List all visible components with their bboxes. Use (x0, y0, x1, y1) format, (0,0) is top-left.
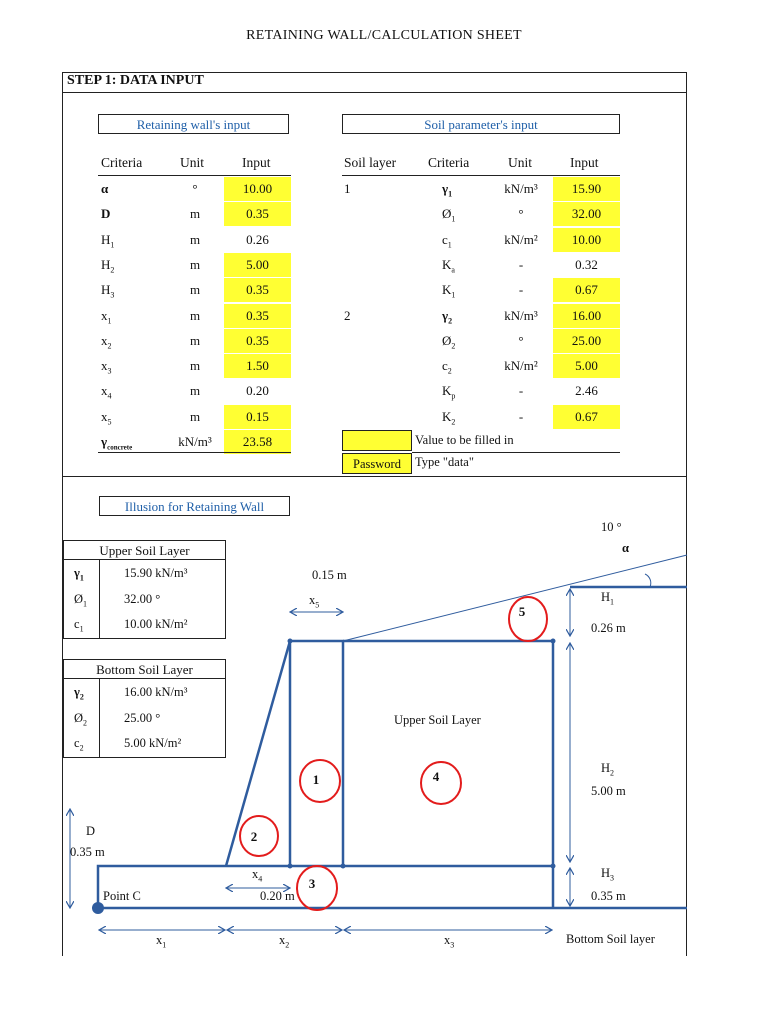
alpha-arc (645, 574, 651, 587)
wall-unit-cell: m (189, 307, 201, 323)
soil-input-cell[interactable]: 16.00 (553, 304, 620, 328)
wall-input-cell[interactable]: 0.15 (224, 405, 291, 429)
soil-criteria-cell: $c_2$ (442, 358, 452, 376)
panel-symbol: $\gamma_1$ (74, 566, 84, 583)
wall-criteria-cell: $x_1$ (101, 307, 112, 326)
soil-criteria-cell: $K_2$ (442, 408, 456, 427)
soil-criteria-cell: $\gamma_2$ (442, 307, 453, 326)
node-marker (341, 864, 346, 869)
d-label: D (86, 824, 96, 838)
soil-col-input: Input (570, 155, 599, 170)
x2-label: $x_2$ (279, 933, 290, 950)
panel-value: 25.00 ° (124, 710, 161, 725)
soil-input-cell[interactable]: 32.00 (553, 202, 620, 226)
x4-label: $x_4$ (252, 867, 263, 884)
bottom-soil-panel (63, 659, 226, 758)
soil-unit-cell: - (518, 383, 524, 399)
x4-value: 0.20 m (260, 889, 295, 903)
part-1-circle (300, 760, 340, 802)
d-value: 0.35 m (70, 845, 105, 859)
panel-value: 10.00 kN/m² (124, 617, 188, 631)
wall-input-cell[interactable]: 10.00 (224, 177, 291, 201)
x3-label: $x_3$ (444, 933, 455, 950)
part-3-circle (297, 866, 337, 910)
wall-unit-cell: m (189, 408, 201, 424)
soil-layer-cell: 1 (344, 181, 351, 196)
soil-unit-cell: - (518, 256, 524, 272)
node-marker (551, 639, 556, 644)
soil-unit-cell: kN/m³ (504, 181, 538, 196)
wall-criteria-cell: $\gamma_{concrete}$ (101, 434, 133, 452)
bottom-panel-title: Bottom Soil Layer (64, 660, 225, 679)
soil-unit-cell: kN/m² (504, 231, 538, 247)
soil-input-cell[interactable]: 10.00 (553, 228, 620, 252)
x1-label: $x_1$ (156, 933, 167, 950)
wall-criteria-cell: $x_2$ (101, 332, 112, 351)
legend-fill-text: Value to be filled in (415, 433, 514, 447)
bottom-soil-text: Bottom Soil layer (566, 932, 655, 946)
wall-input-cell[interactable]: 5.00 (224, 253, 291, 277)
soil-col-layer: Soil layer (344, 155, 397, 170)
alpha-value: 10 ° (601, 520, 622, 534)
panel-row (64, 613, 225, 638)
wall-input-cell[interactable]: 0.35 (224, 202, 291, 226)
node-marker (551, 864, 556, 869)
wall-criteria-cell: $x_4$ (101, 383, 112, 401)
soil-col-unit: Unit (508, 155, 533, 170)
slope-line (343, 555, 687, 641)
wall-unit-cell: m (189, 358, 201, 374)
upper-panel-title: Upper Soil Layer (64, 541, 225, 560)
wall-col-unit: Unit (180, 155, 205, 170)
soil-unit-cell: - (518, 282, 524, 298)
wall-input-heading: Retaining wall's input (98, 114, 289, 134)
wall-input-cell[interactable]: 0.35 (224, 278, 291, 302)
part-5-circle (509, 597, 547, 641)
h3-value: 0.35 m (591, 889, 626, 903)
h3-label: $H_3$ (601, 866, 615, 883)
soil-criteria-cell: $c_1$ (442, 231, 452, 250)
part-4-label: 4 (432, 769, 440, 784)
soil-unit-cell: kN/m² (504, 358, 538, 374)
alpha-symbol: α (622, 541, 629, 555)
wall-input-cell: 0.20 (246, 383, 269, 399)
wall-criteria-cell: $x_3$ (101, 358, 112, 376)
wall-col-input: Input (242, 155, 271, 170)
wall-input-cell[interactable]: 1.50 (224, 354, 291, 378)
panel-symbol: $Ø_2$ (74, 710, 88, 727)
h2-label: $H_2$ (601, 761, 615, 778)
wall-unit-cell: m (189, 282, 201, 298)
soil-criteria-cell: $K_1$ (442, 282, 456, 300)
password-field[interactable]: Password (342, 453, 412, 474)
wall-unit-cell: kN/m³ (178, 434, 212, 449)
point-c-label: Point C (103, 889, 141, 903)
base-slab-outline (98, 866, 553, 908)
panel-row (64, 681, 225, 706)
panel-symbol: $\gamma_2$ (74, 685, 84, 702)
panel-row (64, 707, 225, 732)
panel-value: 15.90 kN/m³ (124, 566, 188, 580)
wall-unit-cell: m (189, 231, 201, 247)
h1-label: $H_1$ (601, 590, 615, 607)
upper-soil-panel (63, 540, 226, 639)
soil-criteria-cell: $K_a$ (442, 256, 455, 275)
wall-criteria-cell: $H_3$ (101, 282, 115, 300)
soil-input-cell: 2.46 (575, 383, 598, 399)
wall-unit-cell: m (189, 383, 201, 399)
soil-layer-cell: 2 (344, 307, 351, 323)
soil-unit-cell: kN/m³ (504, 307, 538, 323)
part-3-label: 3 (308, 876, 316, 891)
panel-symbol: $c_1$ (74, 617, 84, 634)
h2-value: 5.00 m (591, 784, 626, 798)
wall-input-cell[interactable]: 0.35 (224, 329, 291, 353)
wall-col-criteria: Criteria (101, 155, 143, 170)
wall-input-cell[interactable]: 0.35 (224, 304, 291, 328)
soil-input-heading: Soil parameter's input (342, 114, 620, 134)
illustration-heading: Illusion for Retaining Wall (99, 496, 290, 516)
wall-criteria-cell: $H_2$ (101, 256, 115, 275)
wall-stem-outline (226, 641, 343, 866)
wall-unit-cell: m (189, 206, 201, 222)
panel-row (64, 732, 225, 757)
wall-criteria-cell: D (101, 206, 111, 222)
soil-criteria-cell: $\gamma_1$ (442, 181, 453, 199)
panel-row (64, 588, 225, 613)
x5-label: $x_5$ (309, 593, 320, 610)
panel-row (64, 562, 225, 587)
wall-criteria-cell: $H_1$ (101, 231, 115, 250)
step-title: STEP 1: DATA INPUT (67, 73, 204, 88)
soil-col-criteria: Criteria (428, 155, 470, 170)
soil-input-cell[interactable]: 0.67 (553, 405, 620, 429)
panel-value: 16.00 kN/m³ (124, 685, 188, 699)
part-2-circle (240, 816, 278, 856)
soil-input-cell[interactable]: 15.90 (553, 177, 620, 201)
part-4-circle (421, 762, 461, 804)
part-2-label: 2 (250, 829, 258, 844)
node-marker (288, 864, 293, 869)
part-1-label: 1 (312, 772, 320, 787)
panel-symbol: $Ø_1$ (74, 591, 88, 608)
page-title: RETAINING WALL/CALCULATION SHEET (246, 28, 522, 43)
panel-symbol: $c_2$ (74, 736, 84, 753)
soil-unit-cell: ° (518, 332, 524, 348)
soil-input-cell: 0.32 (575, 256, 598, 272)
soil-input-cell[interactable]: 5.00 (553, 354, 620, 378)
wall-criteria-cell: $x_5$ (101, 408, 112, 427)
wall-input-cell[interactable]: 23.58 (224, 430, 291, 454)
password-hint: Type "data" (415, 455, 474, 469)
wall-unit-cell: m (189, 332, 201, 348)
soil-input-cell[interactable]: 25.00 (553, 329, 620, 353)
soil-unit-cell: - (518, 408, 524, 424)
h1-value: 0.26 m (591, 621, 626, 635)
panel-value: 32.00 ° (124, 591, 161, 606)
soil-input-cell[interactable]: 0.67 (553, 278, 620, 302)
soil-criteria-cell: $K_p$ (442, 383, 456, 401)
panel-value: 5.00 kN/m² (124, 736, 182, 750)
wall-criteria-cell: α (101, 181, 109, 196)
soil-criteria-cell: $Ø_1$ (442, 206, 456, 224)
node-marker (288, 639, 293, 644)
x5-value: 0.15 m (312, 568, 347, 582)
part-5-label: 5 (518, 604, 526, 619)
soil-unit-cell: ° (518, 206, 524, 222)
wall-unit-cell: ° (192, 181, 198, 196)
soil-criteria-cell: $Ø_2$ (442, 332, 456, 351)
wall-input-cell: 0.26 (246, 231, 269, 247)
wall-unit-cell: m (189, 256, 201, 272)
upper-soil-text: Upper Soil Layer (394, 713, 481, 727)
